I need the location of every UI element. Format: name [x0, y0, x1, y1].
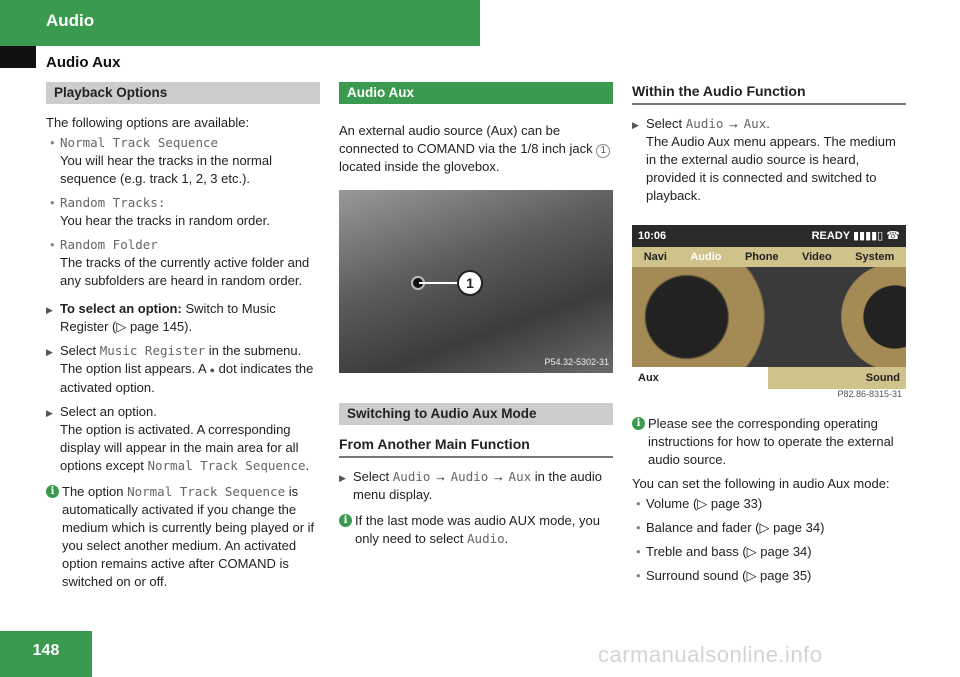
dot-icon: ●	[209, 365, 216, 375]
list-item: • Treble and bass (▷ page 34)	[632, 543, 906, 561]
step-select-option	[46, 300, 320, 336]
audio-aux-intro	[339, 122, 613, 176]
comand-screen	[632, 225, 906, 399]
page-number: 148	[0, 631, 92, 677]
callout-line	[419, 282, 459, 284]
glovebox-photo	[339, 190, 613, 373]
from-another-function-heading: From Another Main Function	[339, 435, 613, 458]
list-item: • Surround sound (▷ page 35)	[632, 567, 906, 585]
screen-sound-label: Sound	[768, 367, 906, 389]
arrow-icon: →	[434, 469, 448, 484]
step-text: .	[766, 116, 770, 131]
info-note	[632, 415, 906, 469]
option-desc: You will hear the tracks in the normal sequence (e.g. track 1, 2, 3 etc.).	[60, 153, 272, 186]
step-text: in the submenu.	[208, 343, 302, 358]
code-text: Normal Track Sequence	[127, 484, 286, 499]
step-music-register	[46, 342, 320, 397]
black-tab	[0, 46, 36, 68]
option-desc: The tracks of the currently active folder and any subfolders are heard in random order.	[60, 255, 310, 288]
screen-status-bar	[632, 225, 906, 247]
step-text: The Audio Aux menu appears. The medium in the external audio source is heard, provided it is connected and switched to playback.	[646, 134, 896, 203]
page-subtitle: Audio Aux	[46, 54, 121, 71]
code-text: Audio	[450, 469, 489, 484]
screen-aux-label: Aux	[632, 367, 768, 389]
playback-options-heading: Playback Options	[46, 82, 320, 104]
menu-item-navi: Navi	[643, 251, 667, 263]
step-text: dot indicates the activated option.	[60, 361, 314, 395]
option-item-random-tracks	[46, 194, 320, 212]
info-text: is automatically activated if you change the medium which is currently being played or if you select another medium. An activated option remains active after COMAND is switched on or off.	[62, 484, 315, 589]
callout-number: 1	[457, 270, 483, 296]
within-audio-heading: Within the Audio Function	[632, 82, 906, 105]
code-text: Music Register	[99, 343, 206, 358]
option-name: Random Tracks:	[60, 195, 166, 210]
info-text: .	[504, 531, 509, 546]
switching-heading: Switching to Audio Aux Mode	[339, 403, 613, 425]
option-item-random-folder	[46, 236, 320, 254]
number-one-icon: 1	[596, 144, 610, 158]
step-text: in the audio menu display.	[353, 469, 602, 502]
menu-item-phone: Phone	[744, 251, 779, 263]
info-text: The option	[62, 484, 124, 499]
screen-time: 10:06	[638, 230, 667, 242]
option-name: Random Folder	[60, 237, 158, 252]
step-bold: To select an option:	[60, 301, 182, 316]
list-item: • Balance and fader (▷ page 34)	[632, 519, 906, 537]
column-audio-aux	[339, 82, 613, 548]
step-text: Select	[353, 469, 390, 484]
info-icon: i	[339, 514, 352, 527]
step-select-an-option	[46, 403, 320, 475]
menu-item-audio: Audio	[690, 251, 722, 263]
intro-text: located inside the glovebox.	[339, 159, 500, 174]
menu-item-video: Video	[801, 251, 832, 263]
photo-code: P54.32-5302-31	[544, 357, 609, 367]
step-text: .	[305, 458, 310, 473]
code-text: Audio	[467, 531, 505, 546]
options-intro: The following options are available:	[46, 115, 250, 130]
code-text: Audio	[685, 116, 724, 131]
arrow-icon: →	[727, 116, 741, 131]
option-desc: You hear the tracks in random order.	[60, 213, 270, 228]
arrow-icon: →	[491, 469, 505, 484]
code-text: Aux	[743, 116, 767, 131]
watermark: carmanualsonline.info	[598, 642, 823, 667]
speaker-graphic	[632, 267, 906, 367]
intro-text: An external audio source (Aux) can be connected to COMAND via the 1/8 inch jack	[339, 123, 593, 156]
list-item: • Volume (▷ page 33)	[632, 495, 906, 513]
info-icon: i	[46, 485, 59, 498]
step-text: The option is activated. A corresponding display will appear in the main area for all options except	[60, 422, 299, 473]
info-text: Please see the corresponding operating instructions for how to operate the external audio source.	[648, 416, 894, 467]
section-banner	[0, 0, 480, 46]
info-note	[339, 512, 613, 548]
option-item-normal	[46, 134, 320, 152]
step-select-aux	[632, 115, 906, 205]
screen-status: READY ▮▮▮▮▯ ☎	[811, 230, 900, 242]
step-text: Select	[60, 343, 97, 358]
section-title: Audio	[46, 11, 95, 30]
option-name: Normal Track Sequence	[60, 135, 219, 150]
aux-settings-intro: You can set the following in audio Aux mode:	[632, 476, 890, 491]
info-text: If the last mode was audio AUX mode, you only need to select	[355, 513, 600, 546]
screen-code: P82.86-8315-31	[837, 389, 902, 399]
code-text: Aux	[508, 469, 532, 484]
step-text: Switch to Music Register (▷ page 145).	[60, 301, 276, 334]
step-select-audio-aux	[339, 468, 613, 504]
column-within-audio	[632, 82, 906, 585]
menu-item-system: System	[855, 251, 895, 263]
step-text: Select	[646, 116, 683, 131]
screen-menu	[632, 247, 906, 267]
info-icon: i	[632, 417, 645, 430]
step-text: Select an option.	[60, 404, 157, 419]
audio-aux-heading: Audio Aux	[339, 82, 613, 104]
step-text: The option list appears. A	[60, 361, 206, 376]
code-text: Normal Track Sequence	[147, 458, 306, 473]
column-playback-options	[46, 82, 320, 591]
code-text: Audio	[392, 469, 431, 484]
info-note	[46, 483, 320, 591]
